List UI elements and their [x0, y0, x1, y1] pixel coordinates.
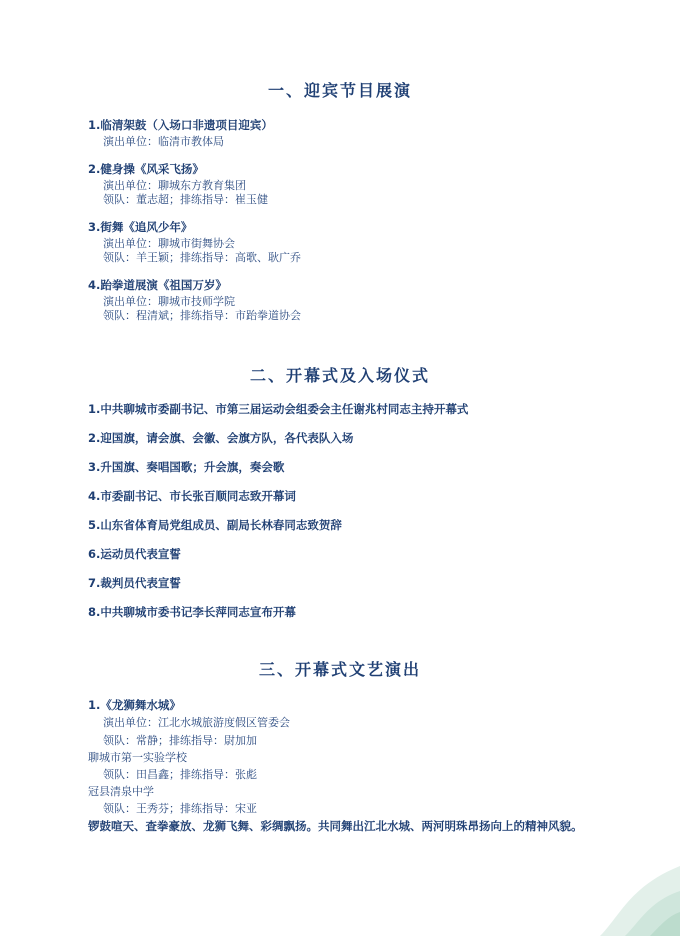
program-item-detail: 演出单位：江北水城旅游度假区管委会 — [103, 716, 290, 729]
program-item-detail: 冠县清泉中学 — [88, 785, 154, 798]
program-item-title: 3.街舞《追风少年》 — [88, 220, 193, 234]
program-item-detail: 演出单位：临清市教体局 — [103, 135, 224, 148]
program-item-detail: 领队：田昌鑫；排练指导：张彪 — [103, 768, 257, 781]
ceremony-step: 8.中共聊城市委书记李长萍同志宣布开幕 — [88, 605, 296, 619]
ceremony-step: 6.运动员代表宣誓 — [88, 547, 181, 561]
program-item-title: 1.临清架鼓（入场口非遗项目迎宾） — [88, 118, 273, 132]
program-item-title: 4.跆拳道展演《祖国万岁》 — [88, 278, 227, 292]
section-title-opening-ceremony: 二、开幕式及入场仪式 — [249, 366, 430, 385]
program-item-title: 1.《龙狮舞水城》 — [88, 698, 181, 712]
program-item-detail: 演出单位：聊城市技师学院 — [103, 295, 235, 308]
program-item-detail: 领队：常静；排练指导：尉加加 — [103, 734, 257, 747]
ceremony-step: 4.市委副书记、市长张百顺同志致开幕词 — [88, 489, 296, 503]
section-title-welcome: 一、迎宾节目展演 — [267, 81, 412, 100]
ceremony-step: 1.中共聊城市委副书记、市第三届运动会组委会主任谢兆村同志主持开幕式 — [88, 402, 469, 416]
program-item-detail: 聊城市第一实验学校 — [88, 751, 187, 764]
corner-decoration — [590, 826, 680, 936]
program-item-detail: 领队：王秀芬；排练指导：宋亚 — [103, 802, 257, 815]
program-item-detail: 领队：董志超；排练指导：崔玉健 — [103, 193, 268, 206]
section-title-performance: 三、开幕式文艺演出 — [258, 660, 421, 679]
program-item-detail: 演出单位：聊城市街舞协会 — [103, 237, 235, 250]
ceremony-step: 5.山东省体育局党组成员、副局长林春同志致贺辞 — [88, 518, 342, 532]
ceremony-step: 3.升国旗、奏唱国歌；升会旗，奏会歌 — [88, 460, 285, 474]
ceremony-step: 7.裁判员代表宣誓 — [88, 576, 181, 590]
program-item-summary: 锣鼓喧天、查拳豪放、龙狮飞舞、彩绸飘扬。共同舞出江北水城、两河明珠昂扬向上的精神风貌。 — [88, 819, 583, 833]
program-item-detail: 领队：程清斌；排练指导：市跆拳道协会 — [103, 309, 301, 322]
program-item-detail: 领队：羊王颖；排练指导：高歌、耿广乔 — [103, 251, 301, 264]
program-item-detail: 演出单位：聊城东方教育集团 — [103, 179, 246, 192]
ceremony-step: 2.迎国旗，请会旗、会徽、会旗方队，各代表队入场 — [88, 431, 354, 445]
program-item-title: 2.健身操《风采飞扬》 — [88, 162, 204, 176]
